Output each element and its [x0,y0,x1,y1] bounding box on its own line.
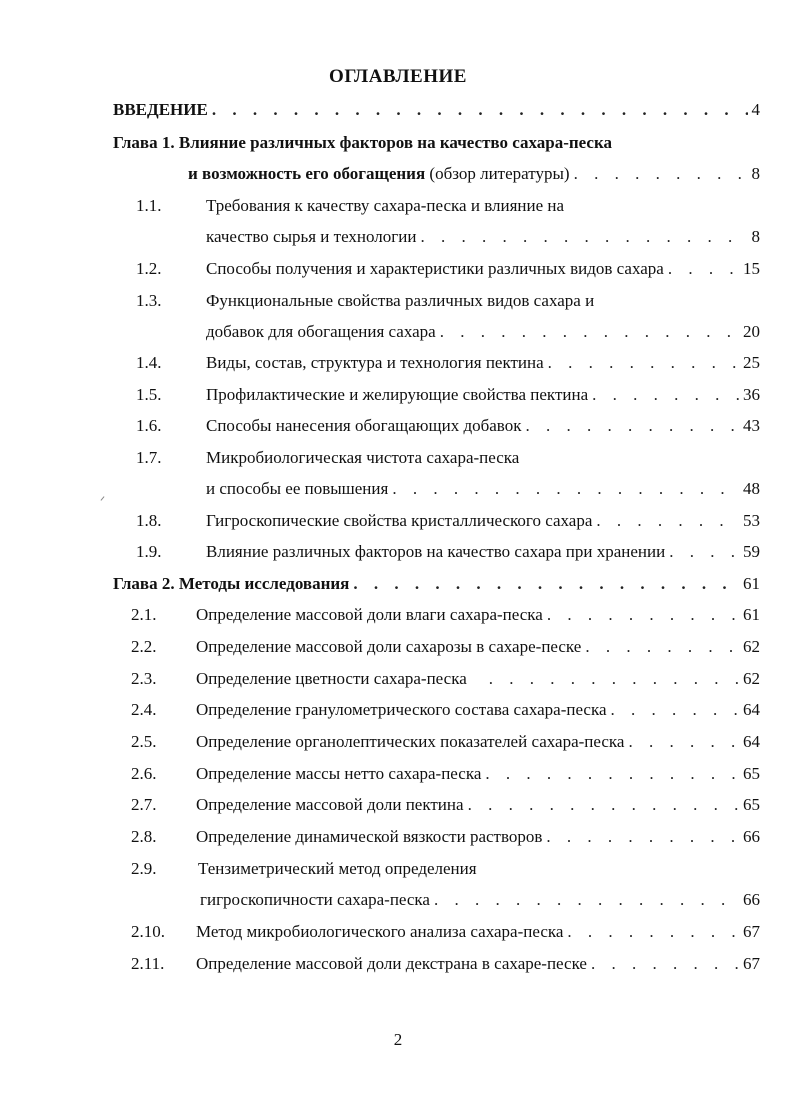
dot-leader [420,224,747,250]
dot-leader [567,919,739,945]
entry-text: Определение динамической вязкости растворов [196,827,543,846]
dot-leader [585,634,739,660]
dot-leader [574,161,748,187]
entry-number: 1.1. [136,196,162,215]
entry-text: Метод микробиологического анализа сахара-песка [196,922,564,941]
entry-text: Виды, состав, структура и технология пектина [206,353,544,372]
page-number: 2 [393,1030,403,1049]
entry-page: 64 [743,700,760,719]
toc-entry-1-3 [206,319,760,345]
entry-page: 65 [743,795,760,814]
dot-leader [485,761,739,787]
entry-page: 43 [743,416,760,435]
entry-page: 62 [743,669,760,688]
entry-text: Способы получения и характеристики различных видов сахара [206,259,664,278]
toc-entry-2-1 [196,602,760,628]
entry-text: Определение гранулометрического состава сахара-песка [196,700,607,719]
entry-number: 1.6. [136,416,162,435]
toc-entry-1-6 [206,413,760,439]
entry-number: 2.6. [131,764,157,783]
dot-leader [591,951,739,977]
entry-text: Гигроскопические свойства кристаллического сахара [206,511,593,530]
entry-page: 65 [743,764,760,783]
entry-text: Требования к качеству сахара-песка и влияние на [206,196,565,215]
entry-page: 59 [743,542,760,561]
entry-text: ВВЕДЕНИЕ [113,100,208,119]
entry-page: 64 [743,732,760,751]
entry-number: 2.11. [131,954,165,973]
entry-page: 66 [743,890,760,909]
toc-entry-1-9 [206,539,760,565]
entry-number: 2.4. [131,700,157,719]
entry-number: 2.9. [131,859,157,878]
dot-leader [611,697,739,723]
entry-page: 8 [751,227,760,246]
entry-text-bold: и возможность его обогащения [188,164,426,183]
entry-number: 1.3. [136,291,162,310]
entry-page: 53 [743,511,760,530]
entry-text-rest: (обзор литературы) [425,164,570,183]
toc-chapter2 [113,571,760,597]
dot-leader [546,824,739,850]
dot-leader [592,382,739,408]
dot-leader [468,792,739,818]
toc-entry-1-7 [206,476,760,502]
toc-entry-1-8 [206,508,760,534]
entry-text: и способы ее повышения [206,479,389,498]
toc-entry-1-5 [206,382,760,408]
entry-number: 1.7. [136,448,162,467]
entry-page: 36 [743,385,760,404]
toc-entry-intro [113,97,760,123]
entry-text: Определение массовой доли влаги сахара-песка [196,605,543,624]
entry-text: Тензиметрический метод определения [198,859,477,878]
entry-page: 62 [743,637,760,656]
toc-entry-2-2 [196,634,760,660]
entry-text: гигроскопичности сахара-песка [200,890,430,909]
entry-text: Определение массовой доли декстрана в сахаре-песке [196,954,587,973]
entry-number: 2.7. [131,795,157,814]
entry-number: 2.3. [131,669,157,688]
dot-leader [440,319,739,345]
toc-entry-2-6 [196,761,760,787]
entry-page: 66 [743,827,760,846]
dot-leader [548,350,739,376]
toc-entry-2-5 [196,729,760,755]
toc-entry-1-1 [206,224,760,250]
entry-number: 1.8. [136,511,162,530]
entry-number: 1.5. [136,385,162,404]
toc-entry-2-4 [196,697,760,723]
entry-page: 67 [743,922,760,941]
entry-page: 25 [743,353,760,372]
entry-number: 1.4. [136,353,162,372]
dot-leader [434,887,739,913]
dot-leader [596,508,739,534]
entry-page: 61 [743,574,760,593]
entry-number: 2.5. [131,732,157,751]
toc-entry-2-8 [196,824,760,850]
dot-leader [669,539,739,565]
entry-number: 2.8. [131,827,157,846]
entry-text: Определение массы нетто сахара-песка [196,764,482,783]
entry-page: 61 [743,605,760,624]
dot-leader [489,666,739,692]
toc-entry-2-10 [196,919,760,945]
entry-text: Определение органолептических показателей сахара-песка [196,732,625,751]
entry-text: добавок для обогащения сахара [206,322,436,341]
entry-page: 8 [751,164,760,183]
toc-entry-1-2 [206,256,760,282]
entry-text: Микробиологическая чистота сахара-песка [206,448,520,467]
toc-entry-2-7 [196,792,760,818]
dot-leader [212,97,748,123]
toc-entry-2-3 [196,666,760,692]
entry-number: 1.2. [136,259,162,278]
toc-entry-2-11 [196,951,760,977]
dot-leader [628,729,739,755]
entry-text: Влияние различных факторов на качество сахара при хранении [206,542,666,561]
entry-page: 20 [743,322,760,341]
entry-text: Определение цветности сахара-песка [196,669,467,688]
entry-page: 48 [743,479,760,498]
entry-text: Способы нанесения обогащающих добавок [206,416,522,435]
entry-text: Определение массовой доли пектина [196,795,464,814]
dot-leader [353,571,739,597]
entry-text: Глава 2. Методы исследования [113,574,350,593]
toc-chapter1-line2 [188,161,760,187]
entry-text: Профилактические и желирующие свойства пектина [206,385,589,404]
dot-leader [668,256,739,282]
entry-number: 2.10. [131,922,165,941]
dot-leader [547,602,739,628]
dot-leader [525,413,739,439]
entry-page: 67 [743,954,760,973]
toc-entry-2-9 [200,887,760,913]
toc-entry-1-4 [206,350,760,376]
entry-number: 1.9. [136,542,162,561]
entry-number: 2.1. [131,605,157,624]
entry-text: Функциональные свойства различных видов сахара и [206,291,595,310]
dot-leader [392,476,739,502]
toc-chapter1-line1: Глава 1. Влияние различных факторов на качество сахара-песка [113,133,613,152]
stray-pen-mark [101,496,105,500]
entry-text: Определение массовой доли сахарозы в сахаре-песке [196,637,582,656]
entry-number: 2.2. [131,637,157,656]
entry-page: 15 [743,259,760,278]
toc-title: ОГЛАВЛЕНИЕ [329,66,467,87]
entry-page: 4 [751,100,760,119]
entry-text: качество сырья и технологии [206,227,417,246]
